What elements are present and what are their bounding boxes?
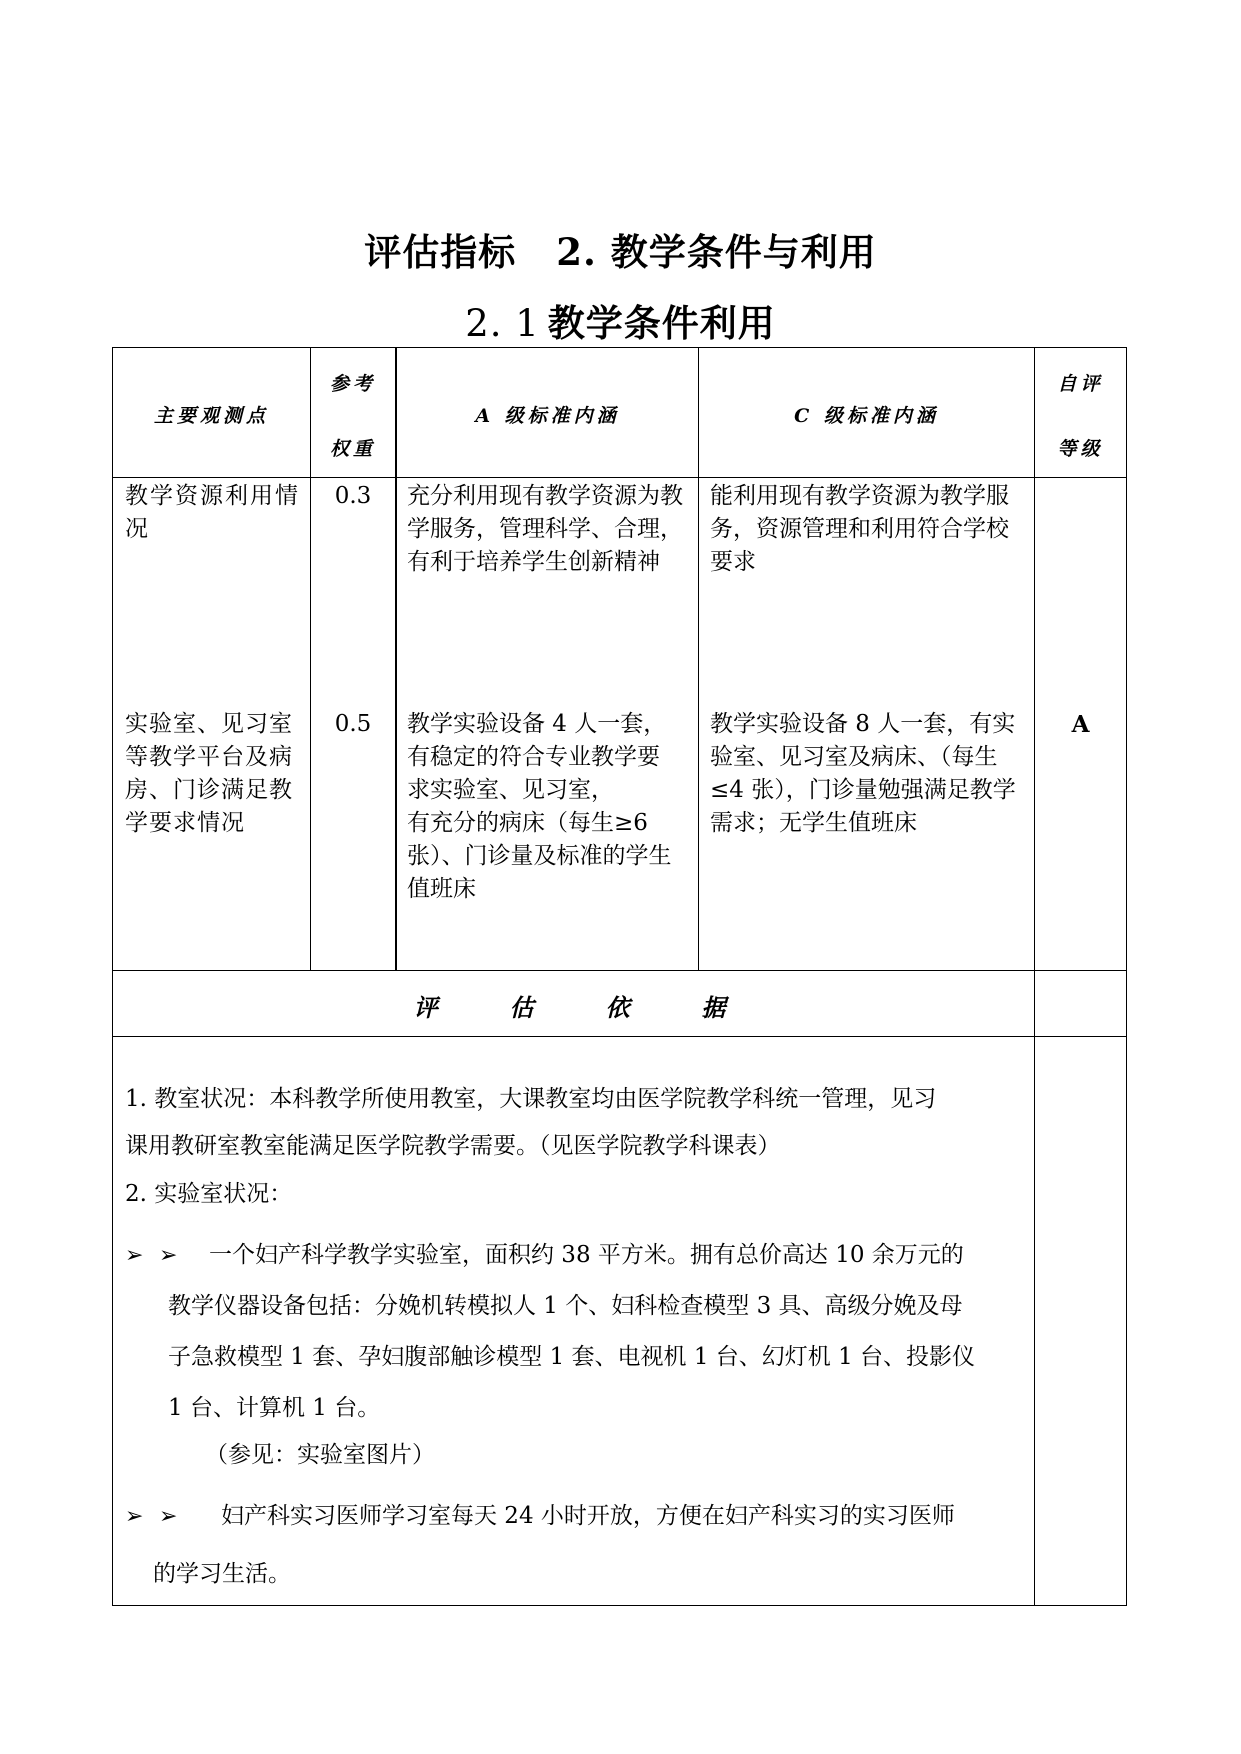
basis-header: 评 估 依 据: [413, 993, 734, 1022]
basis-p2: 2. 实验室状况：: [125, 1181, 293, 1207]
header-weight-line1: 参考: [329, 373, 376, 395]
basis-p1-line2: 课用教研室教室能满足医学院教学需要。（见医学院教学科课表）: [125, 1133, 781, 1159]
row2-a-line: 教学实验设备 4 人一套，: [407, 711, 667, 737]
row2-observation-point: 实验室、见习室等教学平台及病房、门诊满足教学要求情况: [125, 711, 293, 836]
subtitle-number: 2. 1: [465, 302, 540, 345]
row1-a-standard: 充分利用现有教学资源为教学服务，管理科学、合理，有利于培养学生创新精神: [407, 483, 683, 575]
header-grade-line1: 自评: [1057, 373, 1104, 395]
header-observation-point: 主要观测点: [153, 405, 269, 427]
basis-p1-line1: 1. 教室状况：本科教学所使用教室，大课教室均由医学院教学科统一管理，见习: [125, 1086, 937, 1112]
subtitle-text: 教学条件利用: [547, 301, 776, 345]
bullet1-line4: 1 台、计算机 1 台。: [168, 1395, 381, 1421]
row2-a-line: 求实验室、见习室，: [407, 777, 614, 803]
page-subtitle: [0, 293, 1241, 347]
row2-c-standard: 教学实验设备 8 人一套，有实验室、见习室及病床、（每生≤4 张），门诊量勉强满足教学需求；无学生值班床: [710, 711, 1016, 836]
bullet-arrow-icon: ➢: [125, 1504, 144, 1529]
row2-a-line: 值班床: [407, 876, 476, 902]
bullet2-line1: 妇产科实习医师学习室每天 24 小时开放，方便在妇产科实习的实习医师: [221, 1503, 955, 1529]
basis-bullet2: [125, 1497, 955, 1530]
row1-observation-point: 教学资源利用情况: [125, 483, 300, 542]
row2-grade: A: [1071, 711, 1090, 738]
row1-c-standard: 能利用现有教学资源为教学服务，资源管理和利用符合学校要求: [710, 483, 1009, 575]
row2-a-line: 张）、门诊量及标准的学生: [407, 843, 672, 869]
bullet-arrow-icon: ➢: [125, 1243, 144, 1268]
header-c-standard: C 级标准内涵: [794, 405, 939, 427]
bullet1-line3: 子急救模型 1 套、孕妇腹部触诊模型 1 套、电视机 1 台、幻灯机 1 台、投影仪: [168, 1344, 976, 1370]
title-indicator: 2. 教学条件与利用: [556, 230, 877, 274]
bullet1-reference: （参见：实验室图片）: [205, 1442, 435, 1468]
header-a-standard: A 级标准内涵: [475, 405, 620, 427]
bullet-arrow-icon: ➢: [159, 1243, 178, 1268]
row2-a-line: 有充分的病床（每生≥6: [407, 810, 648, 836]
row2-a-line: 有稳定的符合专业教学要: [407, 744, 660, 770]
bullet2-line2: 的学习生活。: [153, 1561, 291, 1587]
row2-a-standard: [407, 708, 697, 906]
bullet1-line2: 教学仪器设备包括：分娩机转模拟人 1 个、妇科检查模型 3 具、高级分娩及母: [168, 1293, 963, 1319]
title-label: 评估指标: [364, 230, 517, 274]
basis-bullet1: [125, 1236, 964, 1269]
bullet-arrow-icon: ➢: [159, 1504, 178, 1529]
bullet1-line1: 一个妇产科学教学实验室，面积约 38 平方米。拥有总价高达 10 余万元的: [209, 1242, 964, 1268]
row1-weight: 0.3: [334, 483, 372, 509]
row2-weight: 0.5: [334, 711, 372, 737]
page-title: [0, 222, 1241, 276]
header-weight-line2: 权重: [329, 438, 376, 460]
header-grade-line2: 等级: [1057, 438, 1104, 460]
